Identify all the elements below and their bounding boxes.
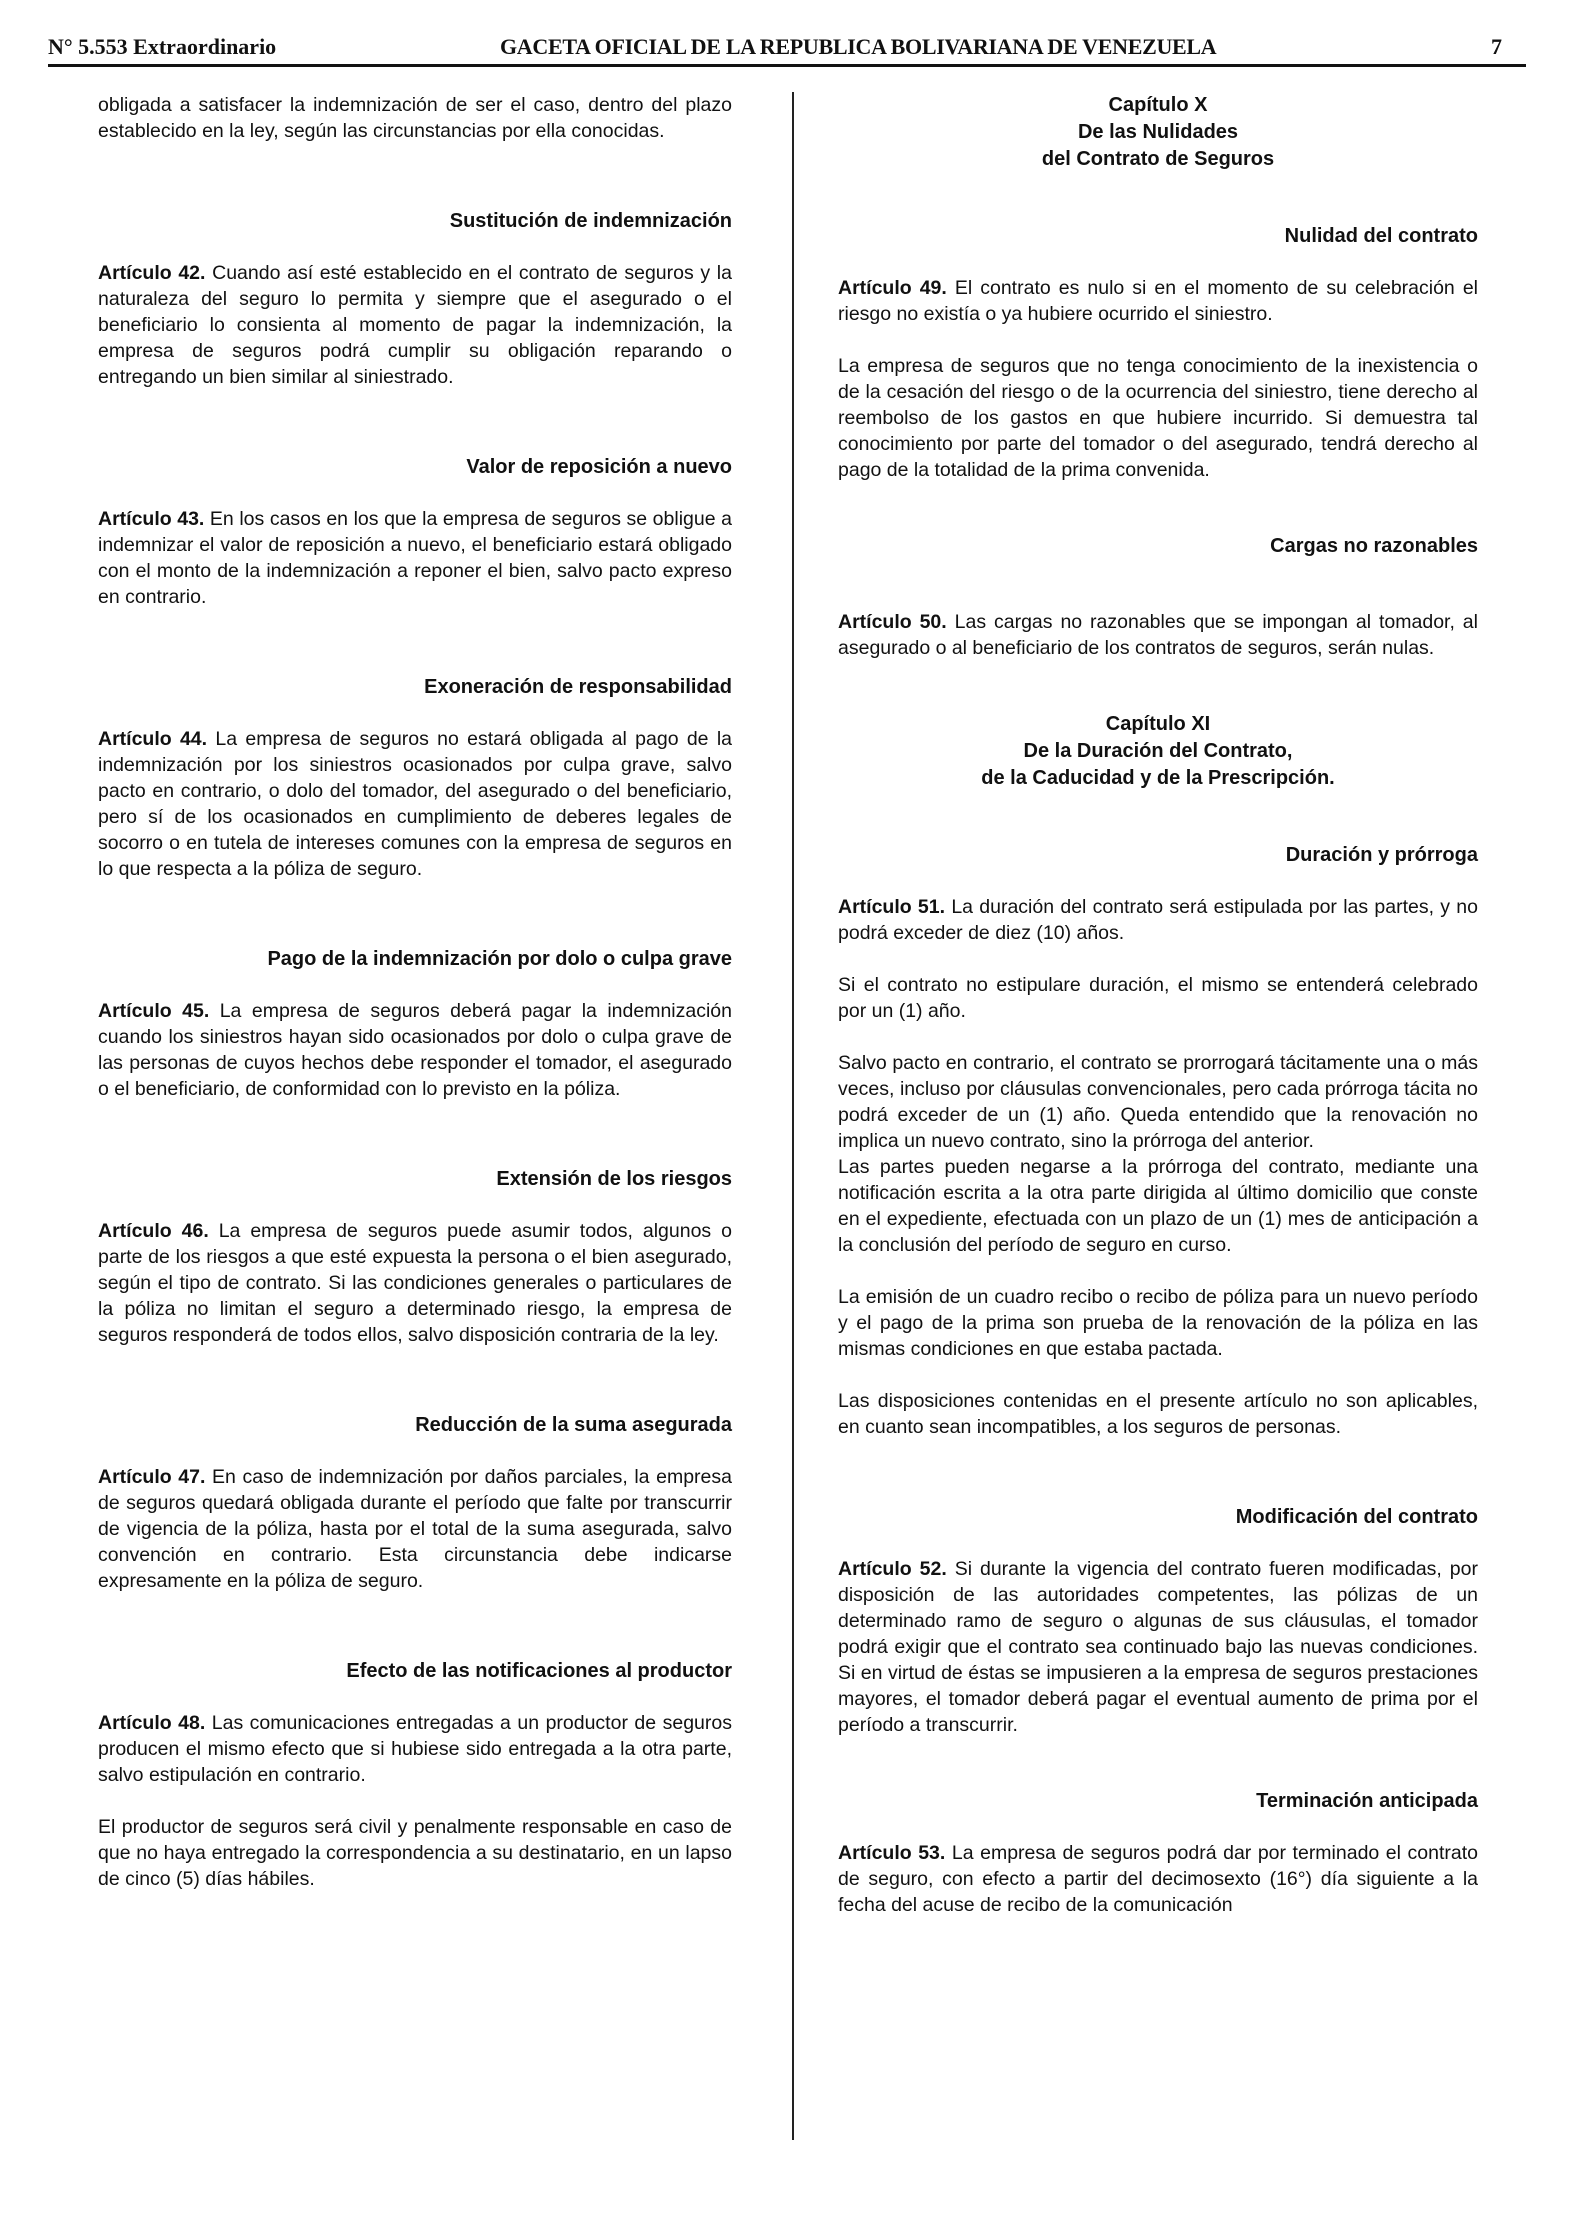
heading-article-44: Exoneración de responsabilidad [424, 676, 732, 698]
article-50-text: Las cargas no razonables que se impongan al tomador, al asegurado o al beneficiario de los contratos de seguros, serán nulas. [838, 611, 1478, 659]
gazette-title: GACETA OFICIAL DE LA REPUBLICA BOLIVARIANA DE VENEZUELA [500, 34, 1217, 59]
article-51-text: La duración del contrato será estipulada por las partes, y no podrá exceder de diez (10) años. [838, 896, 1478, 944]
article-51-paragraph-4: Las partes pueden negarse a la prórroga del contrato, mediante una notificación escrita a la otra parte dirigida al último domicilio que conste en el expediente, efectuada con un plazo de un (1) mes de anticipación a la conclusión del período de seguro en curso. [838, 1156, 1478, 1256]
article-50 [838, 609, 1478, 661]
article-52-label: Artículo 52. [838, 1558, 947, 1580]
article-51-label: Artículo 51. [838, 896, 946, 918]
article-50-label: Artículo 50. [838, 611, 947, 633]
article-51-paragraph-2: Si el contrato no estipulare duración, el mismo se entenderá celebrado por un (1) año. [838, 974, 1478, 1022]
article-51-paragraph-3: Salvo pacto en contrario, el contrato se prorrogará tácitamente una o más veces, incluso por cláusulas convencionales, pero cada prórroga tácita no podrá exceder de un (1) año. Queda entendido que la renovación no implica un nuevo contrato, sino la prórroga del anterior. [838, 1052, 1478, 1152]
article-45-text: La empresa de seguros deberá pagar la indemnización cuando los siniestros hayan sido ocasionados por dolo o culpa grave de las personas de cuyos hechos debe responder el tomador, el asegurado o el beneficiario, de conformidad con lo previsto en la póliza. [98, 1000, 732, 1100]
article-53 [838, 1840, 1478, 1918]
article-52 [838, 1556, 1478, 1738]
article-43-text: En los casos en los que la empresa de seguros se obligue a indemnizar el valor de reposición a nuevo, el beneficiario estará obligado con el monto de la indemnización a reponer el bien, salvo pacto expreso en contrario. [98, 508, 732, 608]
article-48-label: Artículo 48. [98, 1712, 206, 1734]
article-44 [98, 726, 732, 882]
article-52-text: Si durante la vigencia del contrato fueren modificadas, por disposición de las autoridades competentes, las pólizas de un determinado ramo de seguro o algunas de sus cláusulas, el tomador podrá exigir que el contrato sea continuado bajo las nuevas condiciones. Si en virtud de éstas se impusieren a la empresa de seguros prestaciones mayores, el tomador deberá pagar el eventual aumento de prima por el período a transcurrir. [838, 1558, 1478, 1736]
issue-number: N° 5.553 Extraordinario [48, 34, 277, 59]
article-53-text: La empresa de seguros podrá dar por terminado el contrato de seguro, con efecto a partir del decimosexto (16°) día siguiente a la fecha del acuse de recibo de la comunicación [838, 1842, 1478, 1916]
chapter-11-number: Capítulo XI [1105, 713, 1211, 735]
right-column [838, 92, 1478, 1918]
article-49-label: Artículo 49. [838, 277, 947, 299]
heading-article-52: Modificación del contrato [1235, 1506, 1478, 1528]
article-42-label: Artículo 42. [98, 262, 206, 284]
article-46 [98, 1218, 732, 1348]
heading-article-50: Cargas no razonables [1270, 535, 1478, 557]
article-44-text: La empresa de seguros no estará obligada al pago de la indemnización por los siniestros ocasionados por culpa grave, salvo pacto en contrario, o dolo del tomador, del asegurado o del beneficiario, pero sí de los ocasionados en cumplimiento de deberes legales de socorro o en tutela de intereses comunes con la empresa de seguros en lo que respecta a la póliza de seguro. [98, 728, 732, 880]
heading-article-45: Pago de la indemnización por dolo o culpa grave [267, 948, 732, 970]
heading-article-42: Sustitución de indemnización [449, 210, 732, 232]
article-53-label: Artículo 53. [838, 1842, 946, 1864]
article-44-label: Artículo 44. [98, 728, 208, 750]
article-51-paragraph-6: Las disposiciones contenidas en el presente artículo no son aplicables, en cuanto sean incompatibles, a los seguros de personas. [838, 1390, 1478, 1438]
article-49-text: El contrato es nulo si en el momento de su celebración el riesgo no existía o ya hubiere ocurrido el siniestro. [838, 277, 1478, 325]
article-43-label: Artículo 43. [98, 508, 205, 530]
heading-article-51: Duración y prórroga [1285, 844, 1478, 866]
intro-paragraph: obligada a satisfacer la indemnización de ser el caso, dentro del plazo establecido en la ley, según las circunstancias por ella conocidas. [98, 94, 732, 142]
article-48-text: Las comunicaciones entregadas a un productor de seguros producen el mismo efecto que si hubiese sido entregada a la otra parte, salvo estipulación en contrario. [98, 1712, 732, 1786]
page-header [48, 34, 1526, 67]
heading-article-48: Efecto de las notificaciones al productor [346, 1660, 732, 1682]
column-divider [792, 92, 794, 2140]
article-51 [838, 894, 1478, 946]
chapter-10-title-line-1: De las Nulidades [1077, 121, 1239, 143]
heading-article-46: Extensión de los riesgos [496, 1168, 732, 1190]
article-45 [98, 998, 732, 1102]
article-46-label: Artículo 46. [98, 1220, 209, 1242]
page-number: 7 [1491, 34, 1502, 59]
article-49-paragraph-2: La empresa de seguros que no tenga conocimiento de la inexistencia o de la cesación del riesgo o de la ocurrencia del siniestro, tiene derecho al reembolso de los gastos en que hubiere incurrido. Si demuestra tal conocimiento por parte del tomador o del asegurado, tendrá derecho al pago de la totalidad de la prima convenida. [838, 355, 1478, 481]
article-48 [98, 1710, 732, 1788]
chapter-10-title-line-2: del Contrato de Seguros [1041, 148, 1275, 170]
left-column [98, 92, 732, 1892]
heading-article-49: Nulidad del contrato [1284, 225, 1478, 247]
article-42 [98, 260, 732, 390]
chapter-10-number: Capítulo X [1108, 94, 1208, 116]
heading-article-47: Reducción de la suma asegurada [415, 1414, 732, 1436]
article-43 [98, 506, 732, 610]
article-47-label: Artículo 47. [98, 1466, 206, 1488]
article-47 [98, 1464, 732, 1594]
article-49 [838, 275, 1478, 327]
heading-article-53: Terminación anticipada [1256, 1790, 1478, 1812]
article-48-paragraph-2: El productor de seguros será civil y penalmente responsable en caso de que no haya entregado la correspondencia a su destinatario, en un lapso de cinco (5) días hábiles. [98, 1816, 732, 1890]
chapter-11-title-line-2: de la Caducidad y de la Prescripción. [981, 767, 1335, 789]
article-47-text: En caso de indemnización por daños parciales, la empresa de seguros quedará obligada durante el período que falte por transcurrir de vigencia de la póliza, hasta por el total de la suma asegurada, salvo convención en contrario. Esta circunstancia debe indicarse expresamente en la póliza de seguro. [98, 1466, 732, 1592]
chapter-11-title-line-1: De la Duración del Contrato, [1023, 740, 1293, 762]
heading-article-43: Valor de reposición a nuevo [466, 456, 732, 478]
article-45-label: Artículo 45. [98, 1000, 210, 1022]
article-51-paragraph-5: La emisión de un cuadro recibo o recibo de póliza para un nuevo período y el pago de la prima son prueba de la renovación de la póliza en las mismas condiciones en que estaba pactada. [838, 1286, 1478, 1360]
article-42-text: Cuando así esté establecido en el contrato de seguros y la naturaleza del seguro lo permita y siempre que el asegurado o el beneficiario lo consienta al momento de pagar la indemnización, la empresa de seguros podrá cumplir su obligación reparando o entregando un bien similar al siniestrado. [98, 262, 732, 388]
article-46-text: La empresa de seguros puede asumir todos, algunos o parte de los riesgos a que esté expuesta la persona o el bien asegurado, según el tipo de contrato. Si las condiciones generales o particulares de la póliza no limitan el seguro a determinado riesgo, la empresa de seguros responderá de todos ellos, salvo disposición contraria de la ley. [98, 1220, 732, 1346]
